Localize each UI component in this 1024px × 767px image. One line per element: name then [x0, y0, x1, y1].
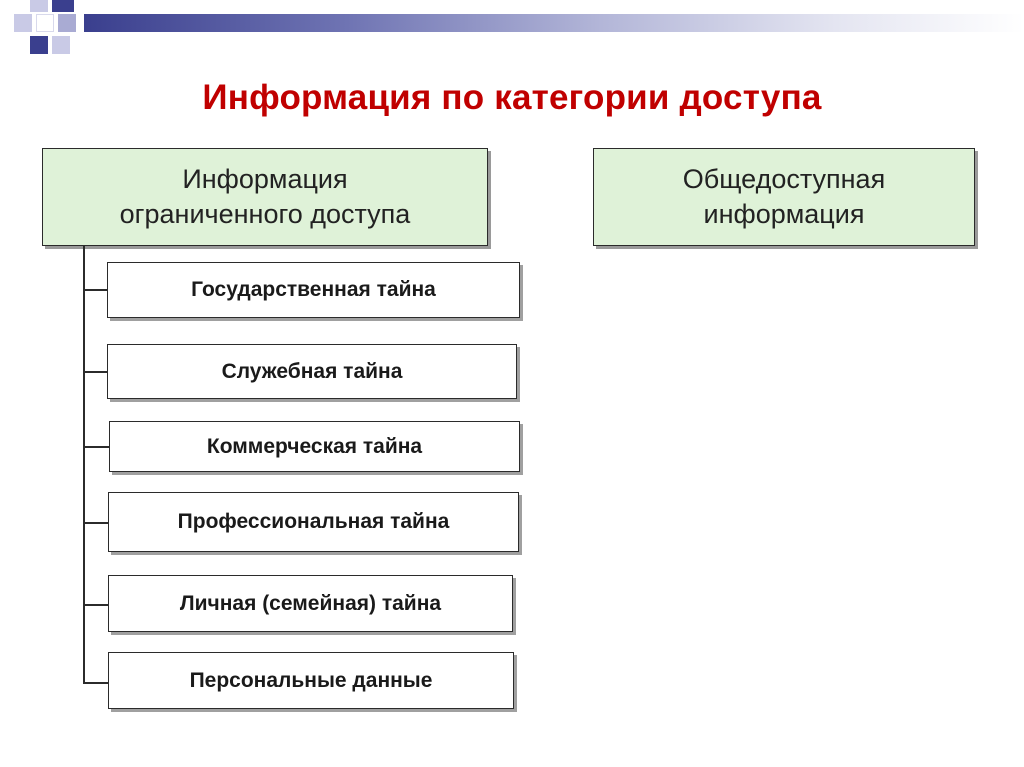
decor-square	[14, 14, 32, 32]
category-public-line2: информация	[703, 199, 865, 229]
item-label: Личная (семейная) тайна	[179, 591, 442, 615]
category-public-box	[593, 148, 975, 246]
tree-branch-line	[83, 682, 108, 684]
item-professional-secret	[108, 492, 519, 552]
item-label: Служебная тайна	[221, 359, 403, 383]
item-state-secret	[107, 262, 520, 318]
category-restricted-line1: Информация	[182, 164, 348, 194]
item-official-secret	[107, 344, 517, 399]
tree-branch-line	[83, 371, 107, 373]
tree-branch-line	[83, 604, 108, 606]
tree-trunk-line	[83, 246, 85, 683]
tree-branch-line	[83, 289, 107, 291]
item-personal-data	[108, 652, 514, 709]
header-gradient-bar	[84, 14, 1024, 32]
category-restricted-line2: ограниченного доступа	[119, 199, 411, 229]
tree-branch-line	[83, 522, 108, 524]
item-label: Профессиональная тайна	[177, 510, 450, 533]
category-restricted-box	[42, 148, 488, 246]
item-personal-family-secret	[108, 575, 513, 632]
slide-title: Информация по категории доступа	[202, 78, 822, 117]
decor-square	[58, 14, 76, 32]
tree-branch-line	[83, 446, 109, 448]
item-label: Государственная тайна	[191, 278, 436, 301]
decor-square	[36, 14, 54, 32]
decor-square	[52, 0, 74, 12]
decor-square	[30, 0, 48, 12]
category-public-line1: Общедоступная	[682, 164, 886, 194]
item-commercial-secret	[109, 421, 520, 472]
decor-square	[30, 36, 48, 54]
item-label: Персональные данные	[189, 668, 433, 692]
item-label: Коммерческая тайна	[206, 434, 423, 458]
decor-square	[52, 36, 70, 54]
